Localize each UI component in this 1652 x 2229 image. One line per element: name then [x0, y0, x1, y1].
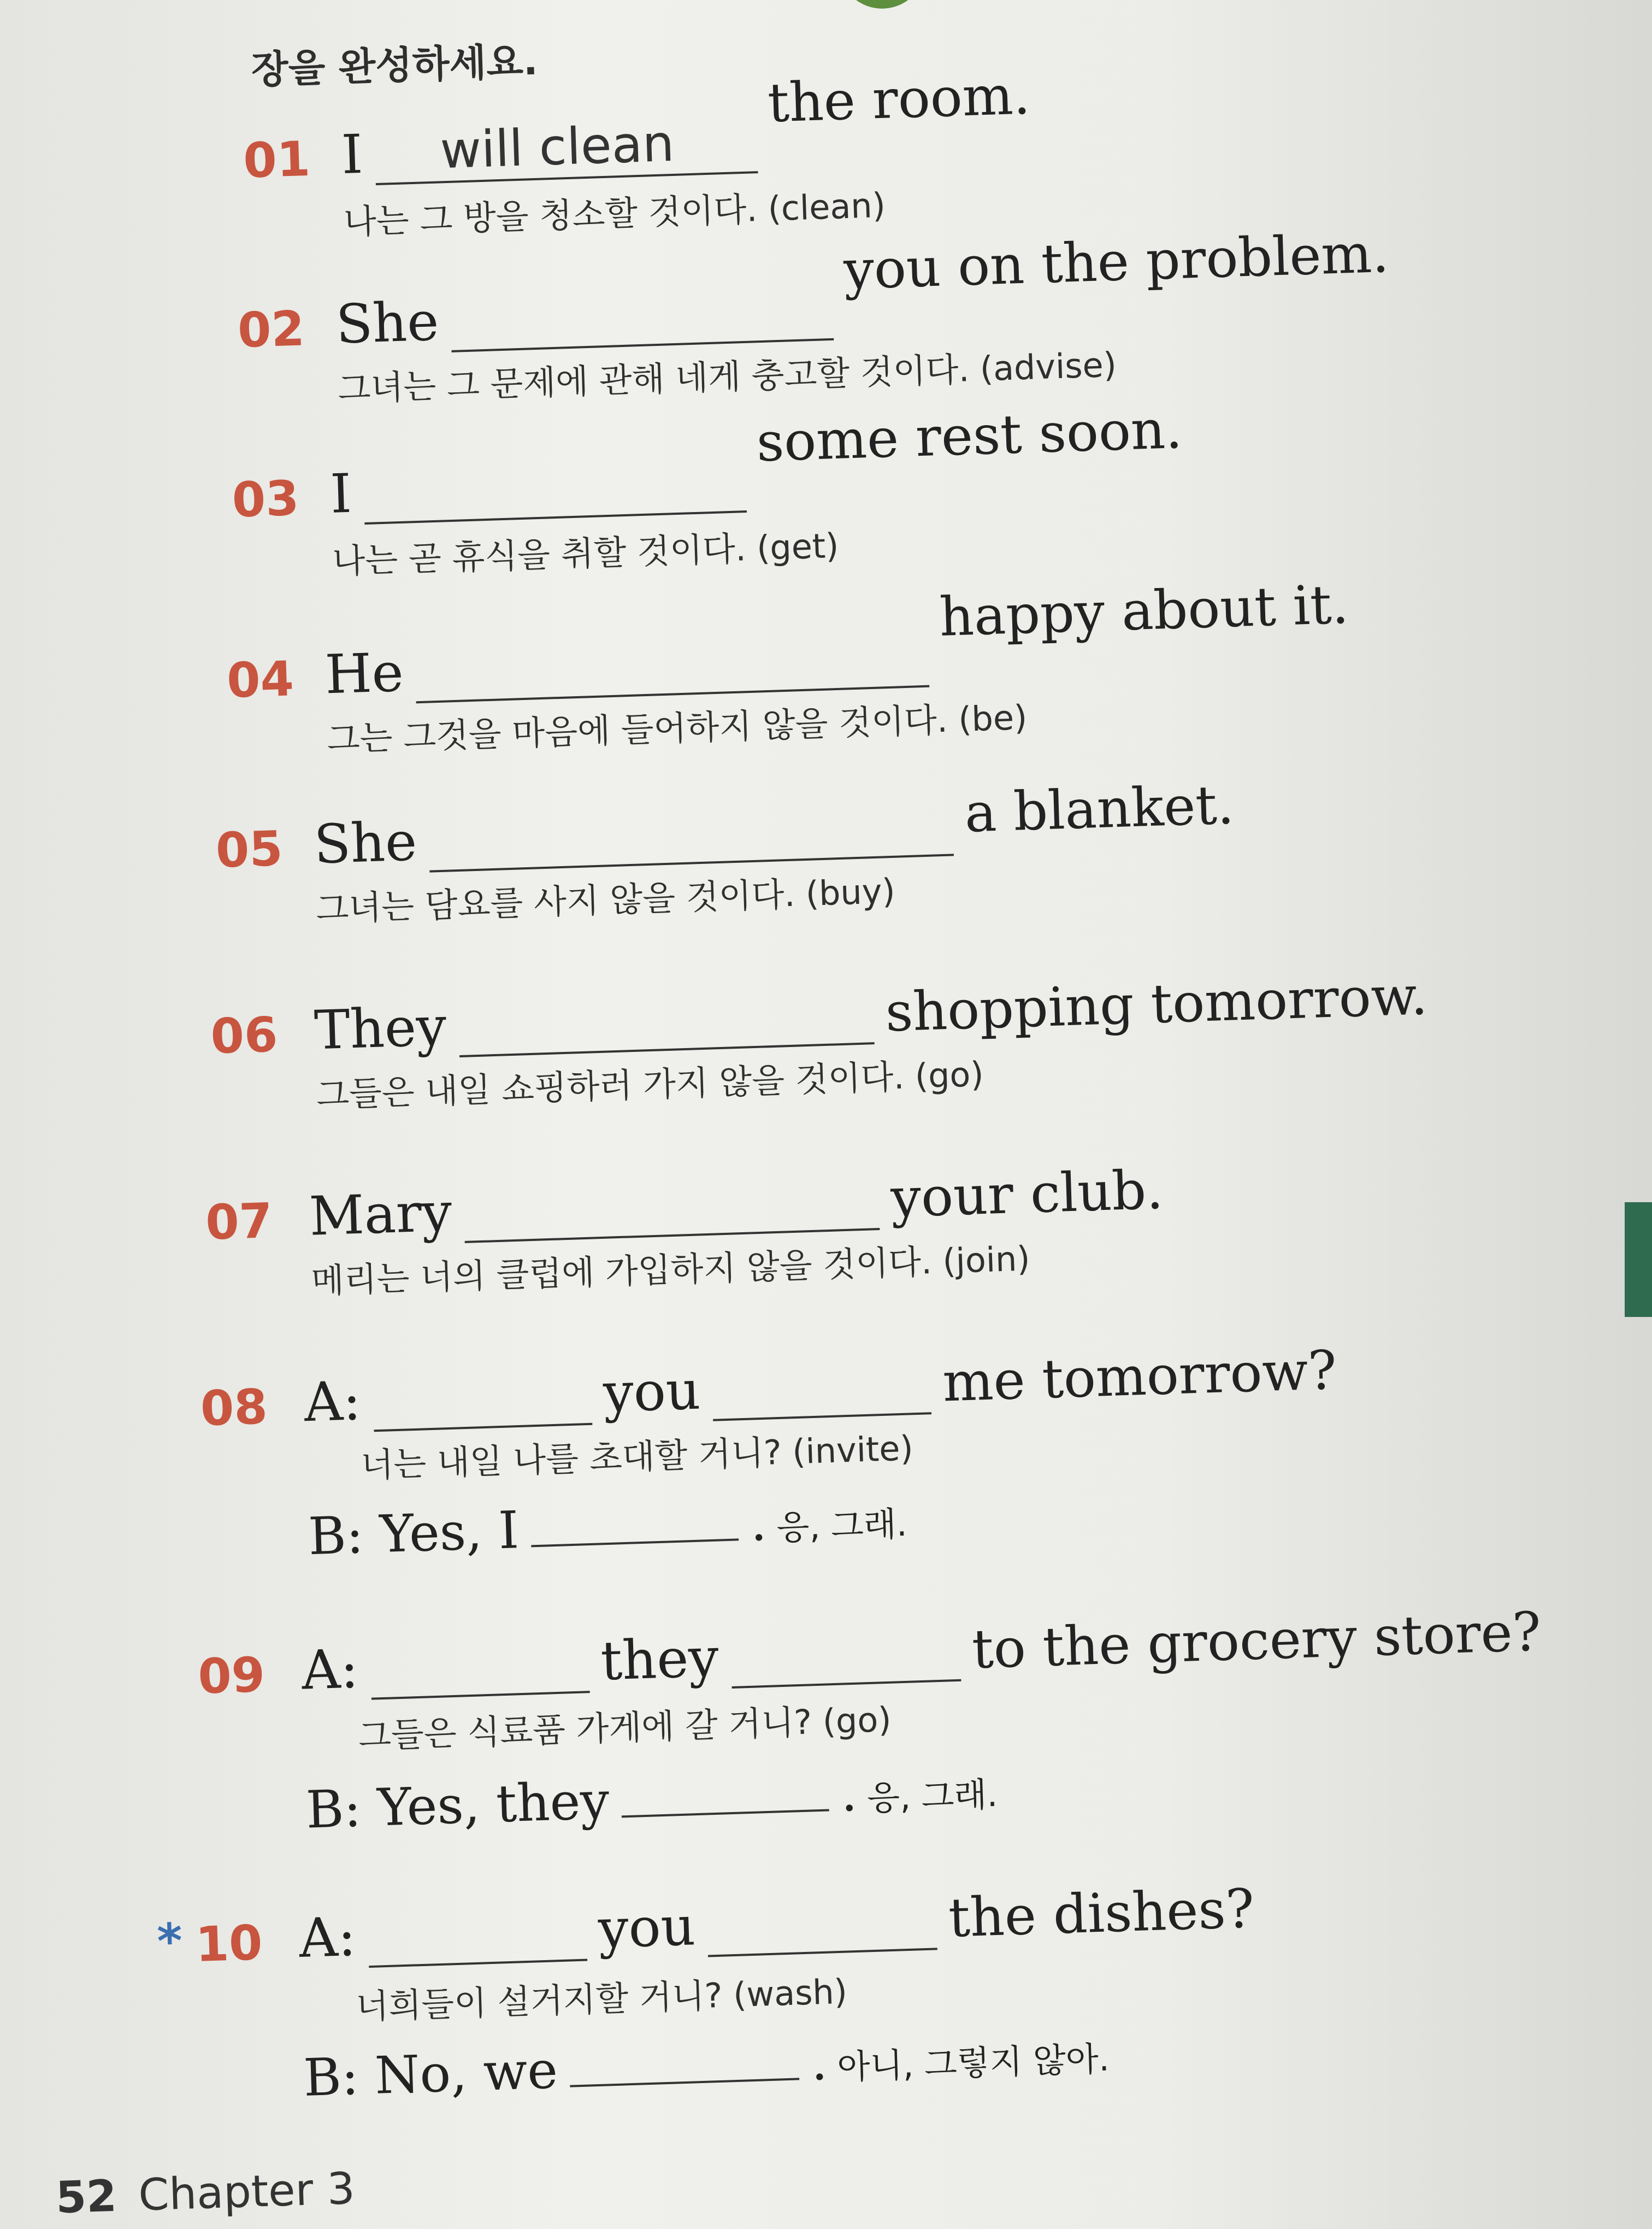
- sentence-line: [324, 573, 1350, 707]
- answer-blank[interactable]: [463, 1179, 880, 1243]
- answer-blank[interactable]: [428, 804, 954, 872]
- dialogue-a-line: [300, 1601, 1542, 1702]
- page-footer: [55, 2163, 356, 2223]
- page-number: 52: [55, 2170, 118, 2224]
- speaker-b-text: B: Yes, they: [305, 1771, 610, 1840]
- korean-translation: 그들은 식료품 가게에 갈 거니? (go): [357, 1699, 892, 1756]
- item-number: 03: [231, 469, 300, 528]
- korean-translation: 나는 그 방을 청소할 것이다. (clean): [343, 185, 886, 242]
- middle-word: they: [599, 1626, 720, 1693]
- korean-translation: 그녀는 담요를 사지 않을 것이다. (buy): [315, 871, 896, 930]
- item-number: 08: [199, 1378, 269, 1437]
- dialogue-a-line: [303, 1339, 1337, 1434]
- subject-text: I: [329, 462, 353, 526]
- item-number: 01: [242, 130, 311, 189]
- sentence-line: [340, 64, 1032, 186]
- sentence-line: [314, 964, 1429, 1062]
- sentence-end: some rest soon.: [755, 398, 1183, 474]
- speaker-a-label: A:: [303, 1370, 362, 1434]
- green-decoration: [839, 0, 927, 10]
- answer-blank[interactable]: [415, 636, 929, 703]
- sentence-line: [308, 1159, 1164, 1248]
- middle-word: you: [597, 1895, 697, 1961]
- answer-blank[interactable]: [363, 461, 747, 525]
- sentence-line: [335, 222, 1391, 356]
- answer-blank-1[interactable]: [372, 1374, 592, 1432]
- item-number: 09: [197, 1646, 266, 1705]
- answer-blank-2[interactable]: [730, 1630, 961, 1689]
- speaker-b-text: B: No, we: [302, 2040, 559, 2108]
- item-number: 02: [237, 300, 306, 359]
- sentence-end: the dishes?: [947, 1878, 1255, 1950]
- sentence-end: the room.: [766, 64, 1031, 135]
- sentence-end: you on the problem.: [842, 222, 1390, 302]
- sentence-end: to the grocery store?: [971, 1601, 1542, 1681]
- korean-translation: 그녀는 그 문제에 관해 네게 충고할 것이다. (advise): [337, 344, 1117, 409]
- sentence-end: a blanket.: [964, 774, 1235, 845]
- korean-translation: 너는 내일 나를 초대할 거니? (invite): [360, 1428, 914, 1486]
- speaker-b-text: B: Yes, I: [307, 1501, 520, 1567]
- subject-text: She: [335, 290, 440, 356]
- dialogue-b-line: B: No, we . 아니, 그렇지 않아.: [303, 2019, 1110, 2108]
- speaker-a-label: A:: [300, 1638, 359, 1702]
- dialogue-b-line: B: Yes, they . 응, 그래.: [305, 1755, 998, 1840]
- dialogue-a-line: [298, 1878, 1255, 1970]
- korean-reply: 응, 그래.: [866, 1774, 998, 1819]
- korean-translation: 그들은 내일 쇼핑하러 가지 않을 것이다. (go): [316, 1054, 984, 1115]
- answer-blank-2[interactable]: [706, 1898, 937, 1957]
- answer-blank-1[interactable]: [370, 1642, 590, 1700]
- speaker-a-label: A:: [298, 1905, 357, 1971]
- subject-text: They: [313, 995, 447, 1062]
- answer-blank[interactable]: [458, 993, 875, 1057]
- answer-blank[interactable]: [450, 289, 834, 352]
- instruction-text: 장을 완성하세요.: [250, 38, 539, 93]
- handwritten-answer: will clean: [439, 114, 675, 180]
- sentence-end: shopping tomorrow.: [884, 964, 1429, 1044]
- sentence-end: me tomorrow?: [941, 1339, 1338, 1414]
- page-tab-marker: [1625, 1202, 1652, 1317]
- item-number: 04: [226, 650, 295, 709]
- korean-reply: 응, 그래.: [776, 1503, 908, 1548]
- answer-blank-1[interactable]: [367, 1910, 587, 1968]
- dialogue-b-line: B: Yes, I . 응, 그래.: [308, 1484, 908, 1567]
- item-number: 05: [215, 820, 284, 879]
- middle-word: you: [602, 1359, 701, 1425]
- challenge-star: *: [156, 1912, 184, 1970]
- answer-blank[interactable]: [374, 114, 758, 185]
- item-number: 07: [204, 1192, 274, 1251]
- answer-blank-3[interactable]: [569, 2028, 800, 2087]
- korean-translation: 나는 곧 휴식을 취할 것이다. (get): [332, 525, 840, 581]
- chapter-label: Chapter 3: [138, 2163, 356, 2221]
- korean-translation: 메리는 너의 클럽에 가입하지 않을 것이다. (join): [310, 1238, 1031, 1301]
- korean-translation: 그는 그것을 마음에 들어하지 않을 것이다. (be): [326, 697, 1028, 760]
- answer-blank-3[interactable]: [530, 1489, 739, 1547]
- sentence-line: [312, 774, 1235, 877]
- subject-text: I: [340, 123, 364, 186]
- subject-text: She: [312, 810, 418, 877]
- subject-text: He: [324, 641, 405, 707]
- sentence-line: [329, 398, 1184, 526]
- answer-blank-2[interactable]: [712, 1363, 932, 1421]
- sentence-end: your club.: [889, 1158, 1164, 1230]
- subject-text: Mary: [308, 1181, 453, 1248]
- answer-blank-3[interactable]: [620, 1760, 829, 1818]
- korean-reply: 아니, 그렇지 않아.: [836, 2038, 1110, 2087]
- item-number: 06: [210, 1006, 279, 1065]
- item-number: 10: [194, 1914, 263, 1973]
- korean-translation: 너희들이 설거지할 거니? (wash): [355, 1971, 848, 2027]
- sentence-end: happy about it.: [938, 573, 1350, 649]
